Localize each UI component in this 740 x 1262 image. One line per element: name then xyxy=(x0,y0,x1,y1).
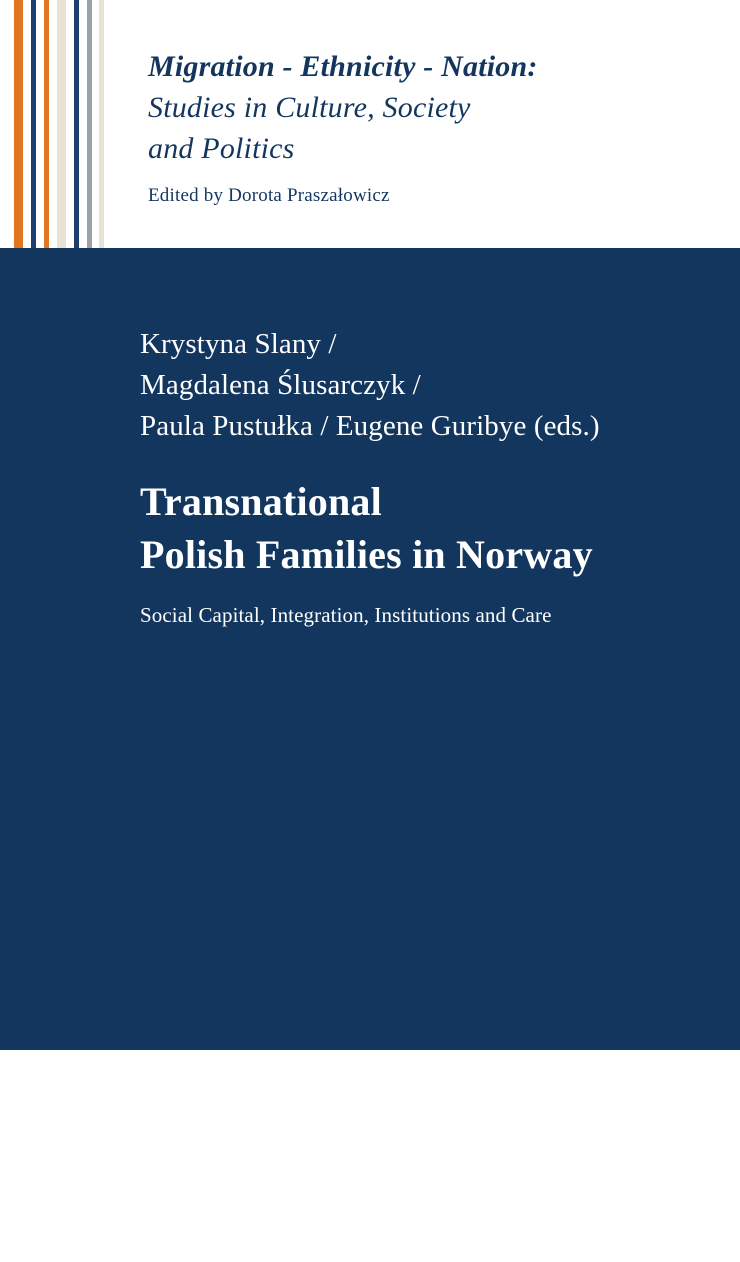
book-editors-line1: Krystyna Slany / xyxy=(140,328,337,360)
book-editors-line3: Paula Pustułka / Eugene Guribye (eds.) xyxy=(140,410,600,442)
page-title xyxy=(140,475,710,581)
series-title-line2: Studies in Culture, Society xyxy=(148,91,471,124)
series-title-line3: and Politics xyxy=(148,132,295,165)
stripe-cream-1 xyxy=(57,0,66,248)
book-editors xyxy=(140,324,710,447)
series-info xyxy=(148,46,708,207)
book-title-line1: Transnational xyxy=(140,479,382,524)
stripe-cream-2 xyxy=(99,0,104,248)
publisher-name: PETER LANG xyxy=(262,1226,478,1261)
series-title xyxy=(148,46,708,169)
stripe-grey-1 xyxy=(87,0,92,248)
cover-main-area xyxy=(0,248,740,1261)
stripe-navy-2 xyxy=(74,0,79,248)
publisher-logo xyxy=(0,1178,740,1262)
stripe-navy-1 xyxy=(31,0,36,248)
stripe-orange-2 xyxy=(44,0,49,248)
stripe-orange-1 xyxy=(14,0,23,248)
series-title-line1: Migration - Ethnicity - Nation: xyxy=(148,50,538,83)
series-editor: Edited by Dorota Praszałowicz xyxy=(148,185,390,206)
book-editors-line2: Magdalena Ślusarczyk / xyxy=(140,369,421,401)
cover-text-block xyxy=(140,324,710,629)
book-title-line2: Polish Families in Norway xyxy=(140,532,593,577)
series-header-band xyxy=(0,0,740,248)
book-subtitle: Social Capital, Integration, Institutions and Care xyxy=(140,603,552,627)
decorative-stripes xyxy=(0,0,130,248)
peter-lang-tree-icon xyxy=(350,1178,390,1220)
